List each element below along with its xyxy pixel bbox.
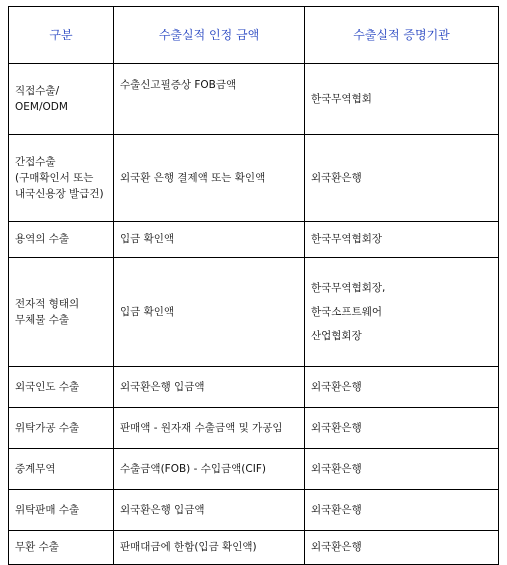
category-cell: 직접수출/ OEM/ODM xyxy=(9,64,114,135)
table-row xyxy=(9,449,499,490)
institution-cell: 외국환은행 xyxy=(305,490,499,531)
category-cell: 외국인도 수출 xyxy=(9,367,114,408)
category-cell: 무환 수출 xyxy=(9,531,114,565)
amount-cell: 판매대금에 한함(입금 확인액) xyxy=(114,531,305,565)
institution-cell: 외국환은행 xyxy=(305,449,499,490)
table-row xyxy=(9,490,499,531)
table-row xyxy=(9,367,499,408)
category-cell: 위탁판매 수출 xyxy=(9,490,114,531)
category-cell: 전자적 형태의 무체물 수출 xyxy=(9,258,114,367)
institution-cell: 외국환은행 xyxy=(305,408,499,449)
amount-cell: 입금 확인액 xyxy=(114,222,305,258)
amount-cell: 외국환은행 입금액 xyxy=(114,490,305,531)
institution-cell: 외국환은행 xyxy=(305,367,499,408)
table-row xyxy=(9,135,499,222)
institution-cell: 한국무역협회장, 한국소프트웨어 산업협회장 xyxy=(305,258,499,367)
header-certifying-institution: 수출실적 증명기관 xyxy=(305,7,499,64)
table-row xyxy=(9,64,499,135)
amount-cell: 판매액 - 원자재 수출금액 및 가공임 xyxy=(114,408,305,449)
category-cell: 중계무역 xyxy=(9,449,114,490)
institution-cell: 한국무역협회장 xyxy=(305,222,499,258)
table-row xyxy=(9,531,499,565)
amount-cell: 외국환 은행 결제액 또는 확인액 xyxy=(114,135,305,222)
amount-cell: 수출신고필증상 FOB금액 xyxy=(114,64,305,135)
category-cell: 간접수출 (구매확인서 또는 내국신용장 발급건) xyxy=(9,135,114,222)
amount-cell: 입금 확인액 xyxy=(114,258,305,367)
header-category: 구분 xyxy=(9,7,114,64)
table-row xyxy=(9,222,499,258)
institution-cell: 외국환은행 xyxy=(305,135,499,222)
institution-cell: 한국무역협회 xyxy=(305,64,499,135)
institution-cell: 외국환은행 xyxy=(305,531,499,565)
category-cell: 용역의 수출 xyxy=(9,222,114,258)
category-cell: 위탁가공 수출 xyxy=(9,408,114,449)
export-performance-table xyxy=(8,6,499,565)
header-recognized-amount: 수출실적 인정 금액 xyxy=(114,7,305,64)
header-row xyxy=(9,7,499,64)
amount-cell: 수출금액(FOB) - 수입금액(CIF) xyxy=(114,449,305,490)
amount-cell: 외국환은행 입금액 xyxy=(114,367,305,408)
table-row xyxy=(9,408,499,449)
table-row xyxy=(9,258,499,367)
